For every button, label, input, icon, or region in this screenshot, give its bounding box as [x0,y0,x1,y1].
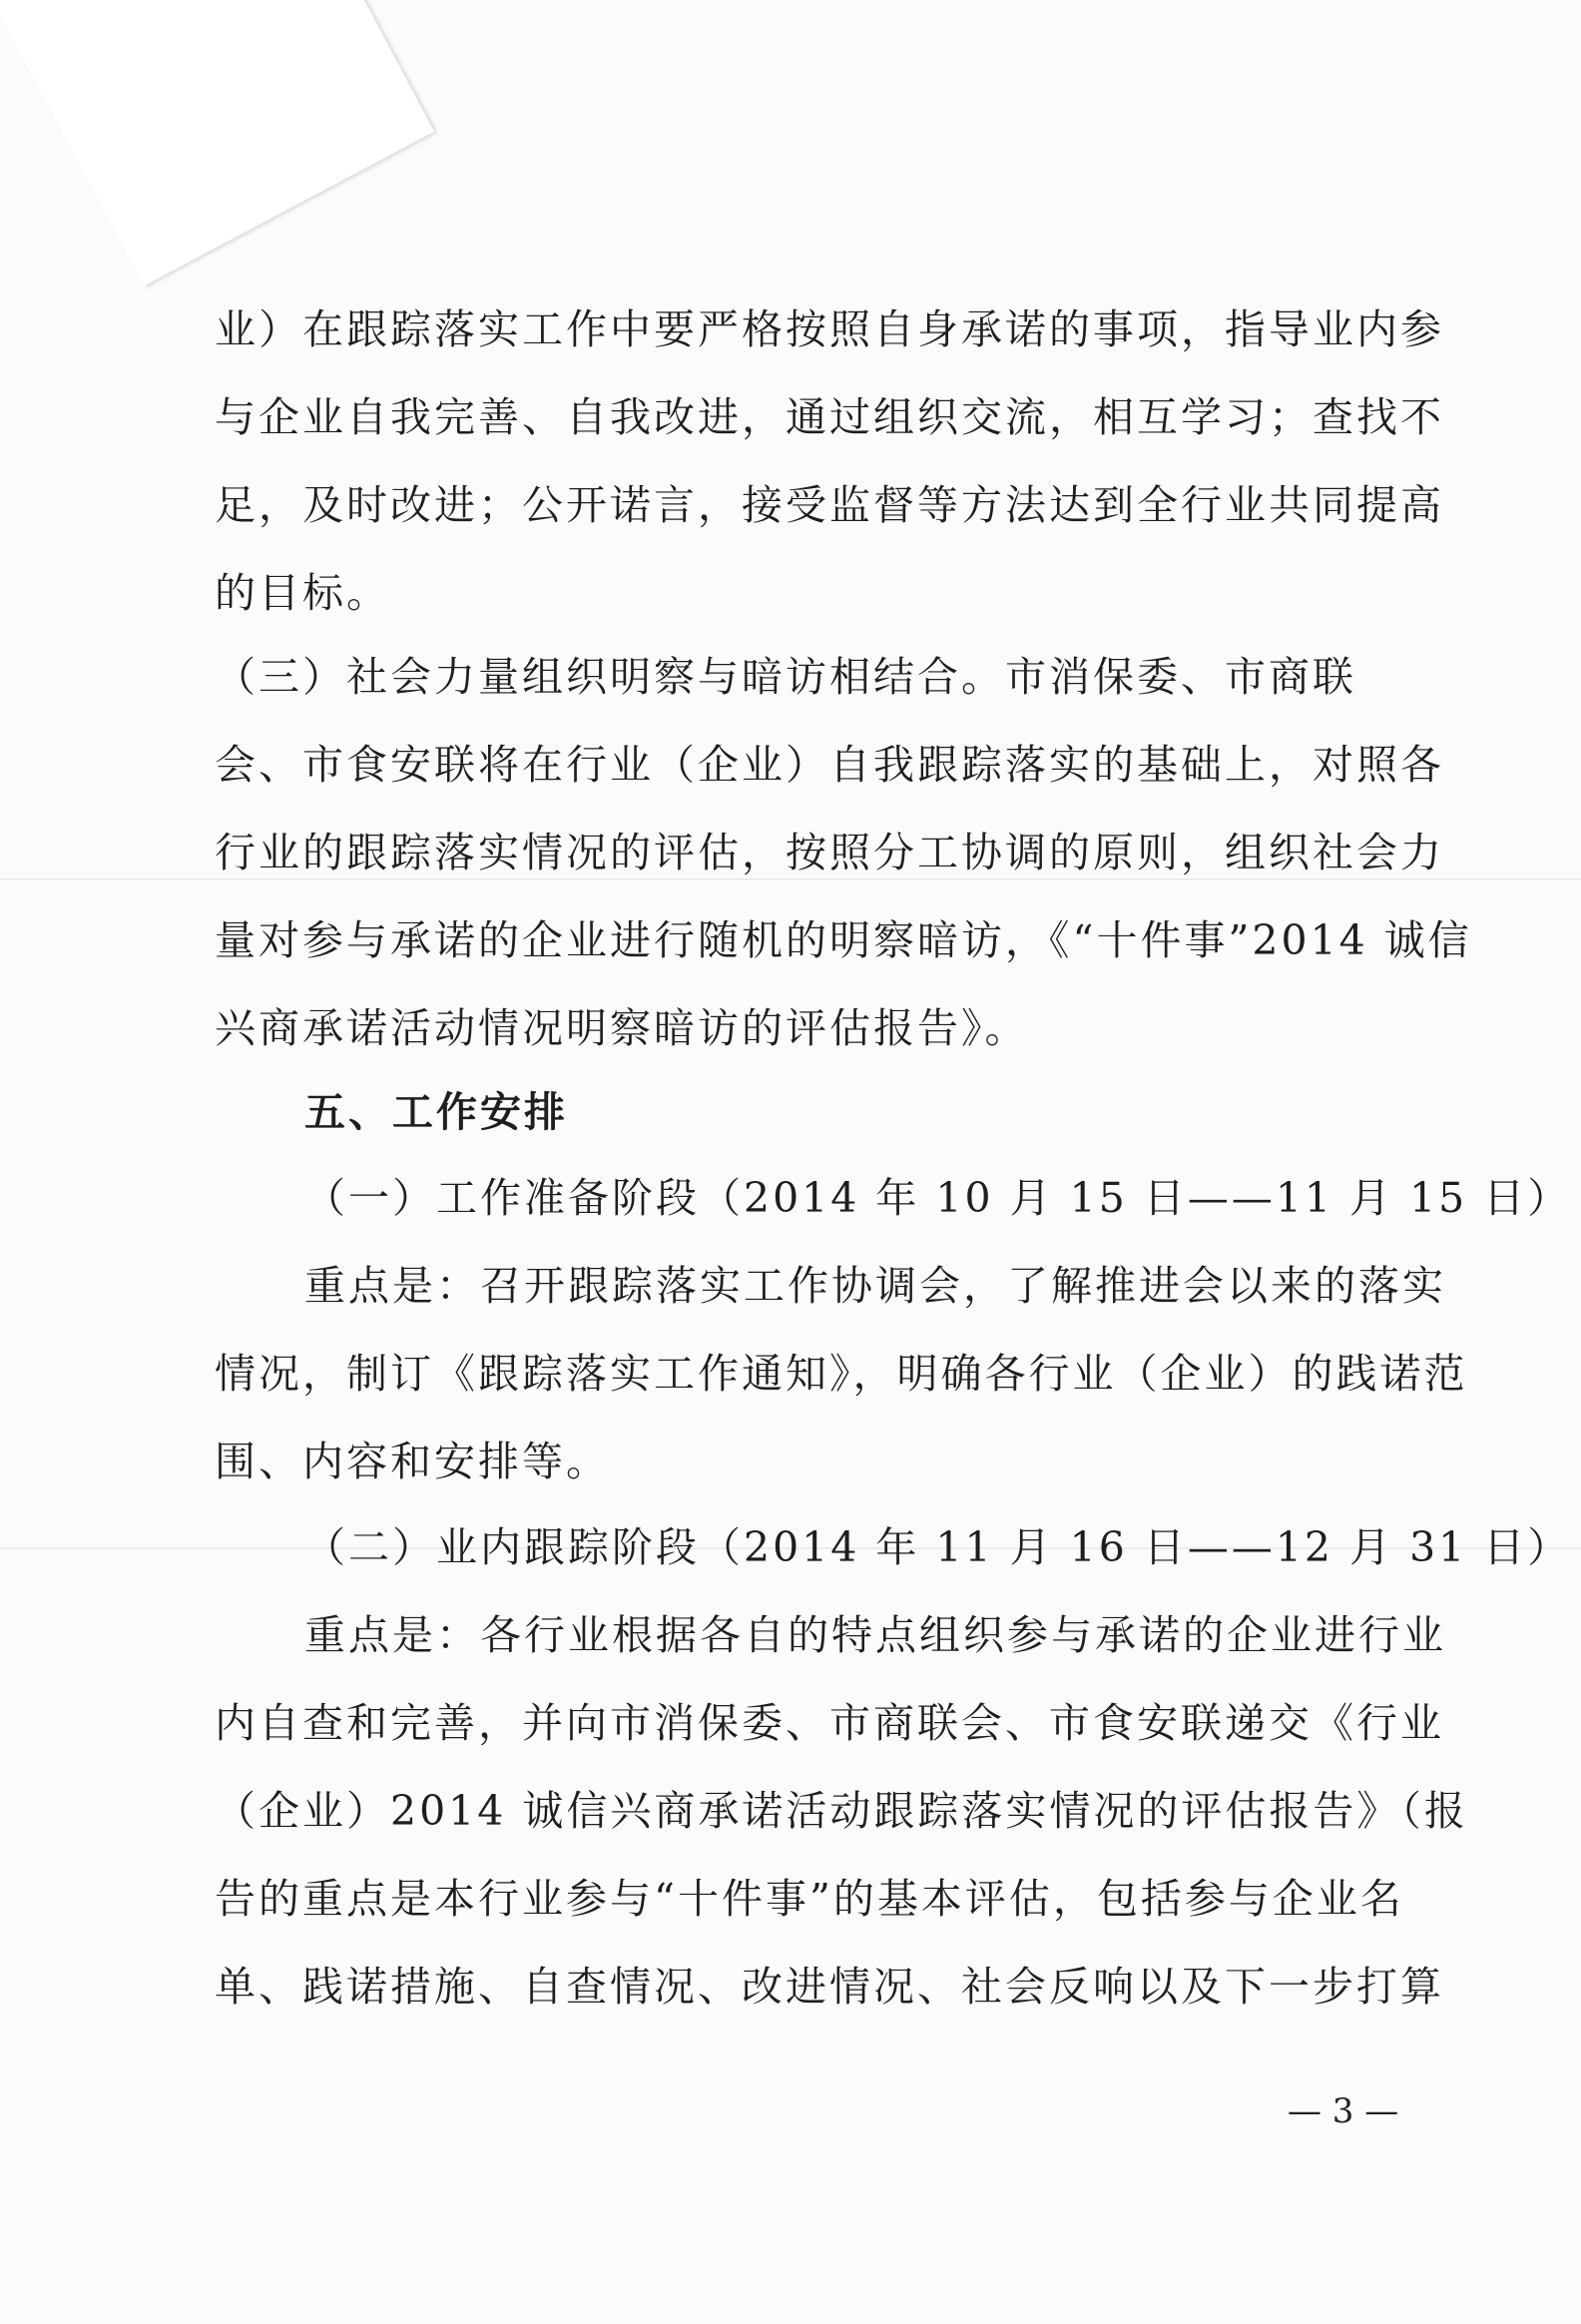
page-number: — 3 — [1288,2091,1399,2131]
stage-heading: （一）工作准备阶段（2014 年 10 月 15 日——11 月 15 日） [304,1174,1572,1222]
paragraph-line: 业）在跟踪落实工作中要严格按照自身承诺的事项，指导业内参 [215,305,1444,353]
paragraph-line: （企业）2014 诚信兴商承诺活动跟踪落实情况的评估报告》（报 [215,1787,1468,1835]
paragraph-line: 情况，制订《跟踪落实工作通知》，明确各行业（企业）的践诺范 [215,1350,1468,1398]
paragraph-line: 量对参与承诺的企业进行随机的明察暗访，《“十件事”2014 诚信 [215,916,1472,964]
paragraph-line: 足，及时改进；公开诺言，接受监督等方法达到全行业共同提高 [215,481,1444,529]
paragraph-line: 单、践诺措施、自查情况、改进情况、社会反响以及下一步打算 [215,1963,1444,2011]
paragraph-line: 重点是：召开跟踪落实工作协调会，了解推进会以来的落实 [304,1262,1446,1310]
paragraph-line: 会、市食安联将在行业（企业）自我跟踪落实的基础上，对照各 [215,741,1444,789]
paragraph-line: 行业的跟踪落实情况的评估，按照分工协调的原则，组织社会力 [215,829,1444,876]
paragraph-line: 告的重点是本行业参与“十件事”的基本评估，包括参与企业名 [215,1875,1404,1923]
paragraph-line: 与企业自我完善、自我改进，通过组织交流，相互学习；查找不 [215,393,1444,441]
paragraph-line: 兴商承诺活动情况明察暗访的评估报告》。 [215,1004,1029,1052]
paragraph-line: 重点是：各行业根据各自的特点组织参与承诺的企业进行业 [304,1611,1446,1659]
stage-heading: （二）业内跟踪阶段（2014 年 11 月 16 日——12 月 31 日） [304,1523,1572,1571]
section-subheading: （三）社会力量组织明察与暗访相结合。市消保委、市商联 [215,653,1356,701]
section-heading: 五、工作安排 [304,1088,568,1136]
paragraph-line: 围、内容和安排等。 [215,1438,610,1485]
paragraph-line: 的目标。 [215,569,390,617]
paragraph-line: 内自查和完善，并向市消保委、市商联会、市食安联递交《行业 [215,1699,1444,1747]
